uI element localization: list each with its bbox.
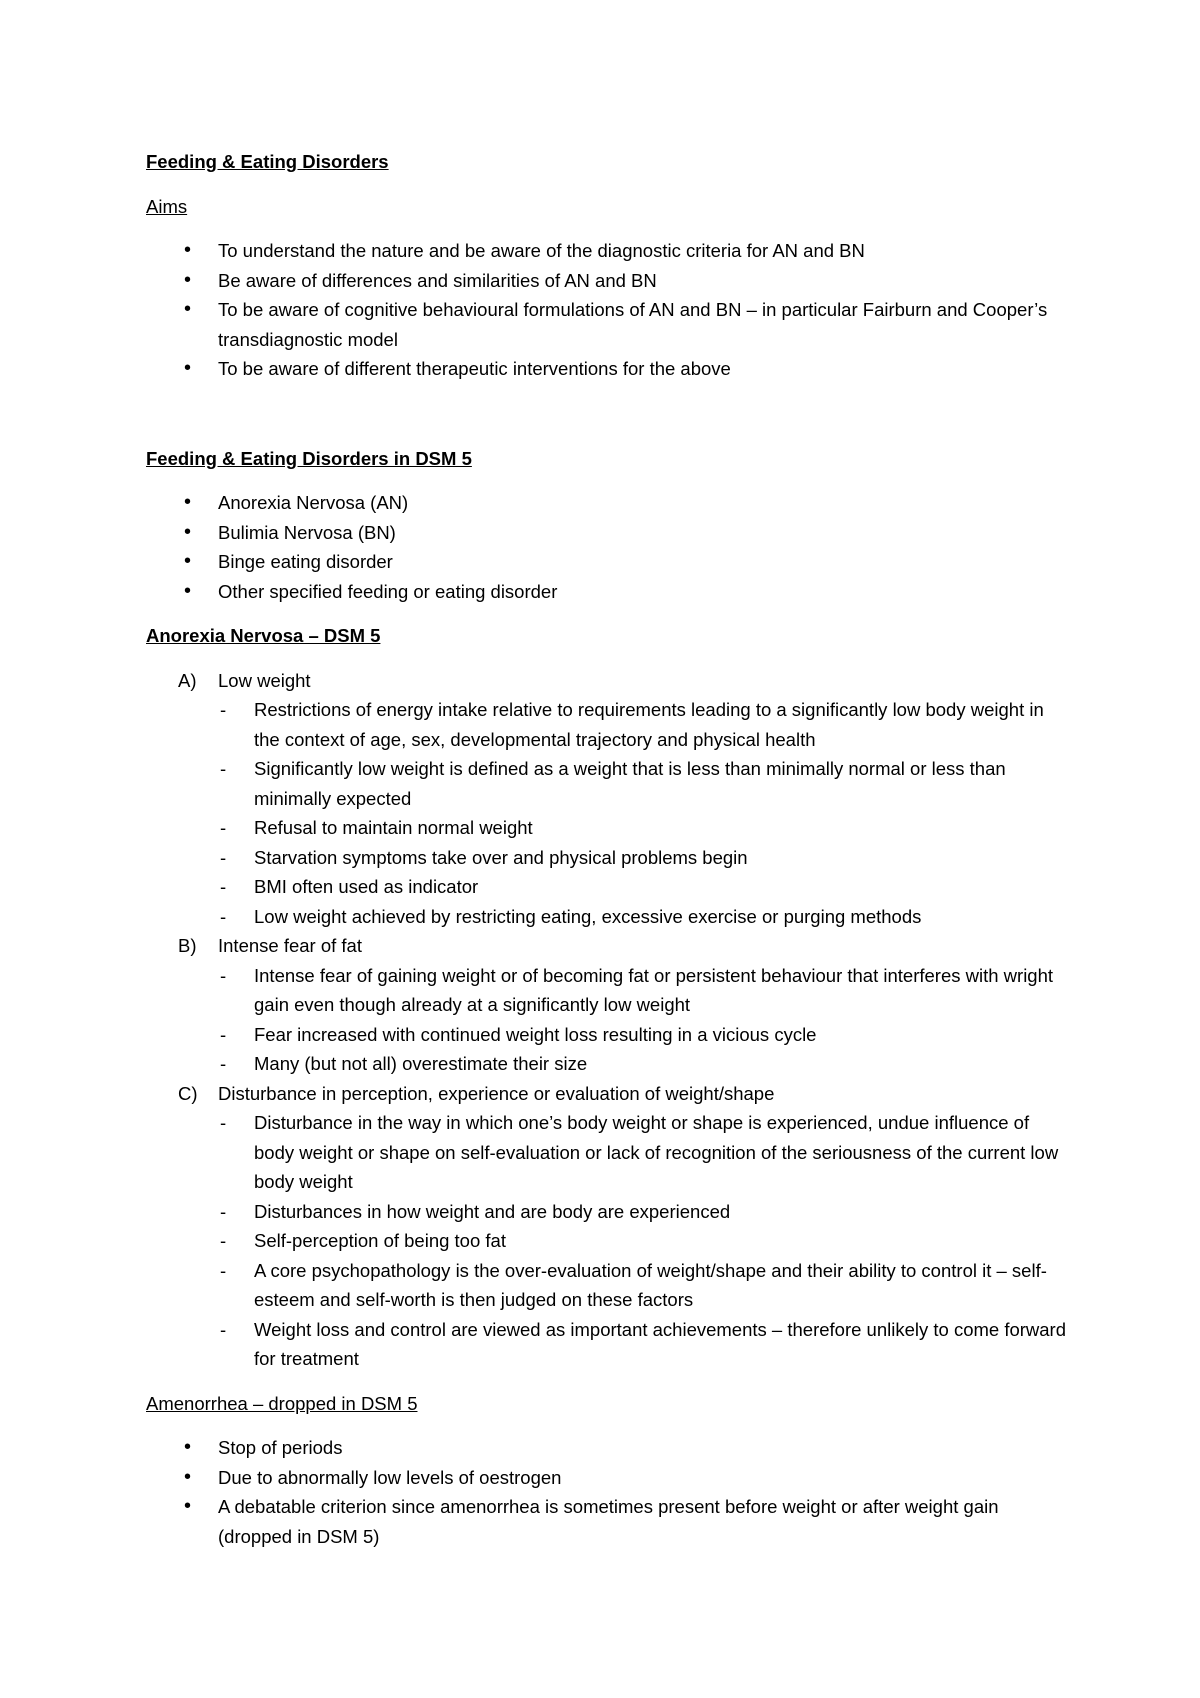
list-item: • Bulimia Nervosa (BN) bbox=[146, 518, 1066, 548]
list-item: - Starvation symptoms take over and physical problems begin bbox=[146, 843, 1066, 873]
document-title: Feeding & Eating Disorders bbox=[146, 151, 389, 172]
amenorrhea-list bbox=[146, 1433, 1066, 1551]
amenorrhea-heading: Amenorrhea – dropped in DSM 5 bbox=[146, 1392, 418, 1414]
aims-list bbox=[146, 236, 1066, 384]
list-item: • Stop of periods bbox=[146, 1433, 1066, 1463]
criterion-c bbox=[146, 1079, 1066, 1109]
list-item: - Intense fear of gaining weight or of becoming fat or persistent behaviour that interferes with wright gain even though already at a significantly low weight bbox=[146, 961, 1066, 1020]
criterion-letter: C) bbox=[178, 1082, 198, 1104]
list-item: • Due to abnormally low levels of oestrogen bbox=[146, 1463, 1066, 1493]
list-item: - Restrictions of energy intake relative to requirements leading to a significantly low body weight in the context of age, sex, developmental trajectory and physical health bbox=[146, 695, 1066, 754]
criterion-label: Disturbance in perception, experience or evaluation of weight/shape bbox=[218, 1082, 775, 1104]
dsm5-heading: Feeding & Eating Disorders in DSM 5 bbox=[146, 447, 472, 469]
list-item: - A core psychopathology is the over-evaluation of weight/shape and their ability to control it – self-esteem and self-worth is then judged on these factors bbox=[146, 1256, 1066, 1315]
document-body bbox=[146, 147, 1066, 1551]
list-item: - Refusal to maintain normal weight bbox=[146, 813, 1066, 843]
list-item: - Fear increased with continued weight loss resulting in a vicious cycle bbox=[146, 1020, 1066, 1050]
criterion-letter: A) bbox=[178, 669, 197, 691]
list-item: • Anorexia Nervosa (AN) bbox=[146, 488, 1066, 518]
criterion-b bbox=[146, 931, 1066, 961]
list-item: • Binge eating disorder bbox=[146, 547, 1066, 577]
criterion-a-points bbox=[146, 695, 1066, 931]
list-item: • A debatable criterion since amenorrhea is sometimes present before weight or after weight gain (dropped in DSM 5) bbox=[146, 1492, 1066, 1551]
list-item: - Weight loss and control are viewed as important achievements – therefore unlikely to come forward for treatment bbox=[146, 1315, 1066, 1374]
criterion-label: Low weight bbox=[218, 669, 311, 691]
list-item: • To be aware of cognitive behavioural formulations of AN and BN – in particular Fairburn and Cooper’s transdiagnostic model bbox=[146, 295, 1066, 354]
list-item: - Disturbance in the way in which one’s body weight or shape is experienced, undue influence of body weight or shape on self-evaluation or lack of recognition of the seriousness of the current low body weight bbox=[146, 1108, 1066, 1197]
anorexia-heading: Anorexia Nervosa – DSM 5 bbox=[146, 625, 381, 646]
list-item: - BMI often used as indicator bbox=[146, 872, 1066, 902]
list-item: - Self-perception of being too fat bbox=[146, 1226, 1066, 1256]
criterion-letter: B) bbox=[178, 935, 197, 956]
dsm5-list bbox=[146, 488, 1066, 606]
list-item: • To be aware of different therapeutic interventions for the above bbox=[146, 354, 1066, 384]
list-item: • Be aware of differences and similarities of AN and BN bbox=[146, 266, 1066, 296]
list-item: - Significantly low weight is defined as a weight that is less than minimally normal or less than minimally expected bbox=[146, 754, 1066, 813]
list-item: • Other specified feeding or eating disorder bbox=[146, 577, 1066, 607]
list-item: - Many (but not all) overestimate their size bbox=[146, 1049, 1066, 1079]
aims-heading: Aims bbox=[146, 195, 188, 217]
list-item: - Low weight achieved by restricting eating, excessive exercise or purging methods bbox=[146, 902, 1066, 932]
criterion-b-points bbox=[146, 961, 1066, 1079]
criterion-c-points bbox=[146, 1108, 1066, 1374]
criterion-label: Intense fear of fat bbox=[218, 935, 362, 956]
criterion-a bbox=[146, 666, 1066, 696]
list-item: • To understand the nature and be aware of the diagnostic criteria for AN and BN bbox=[146, 236, 1066, 266]
list-item: - Disturbances in how weight and are body are experienced bbox=[146, 1197, 1066, 1227]
